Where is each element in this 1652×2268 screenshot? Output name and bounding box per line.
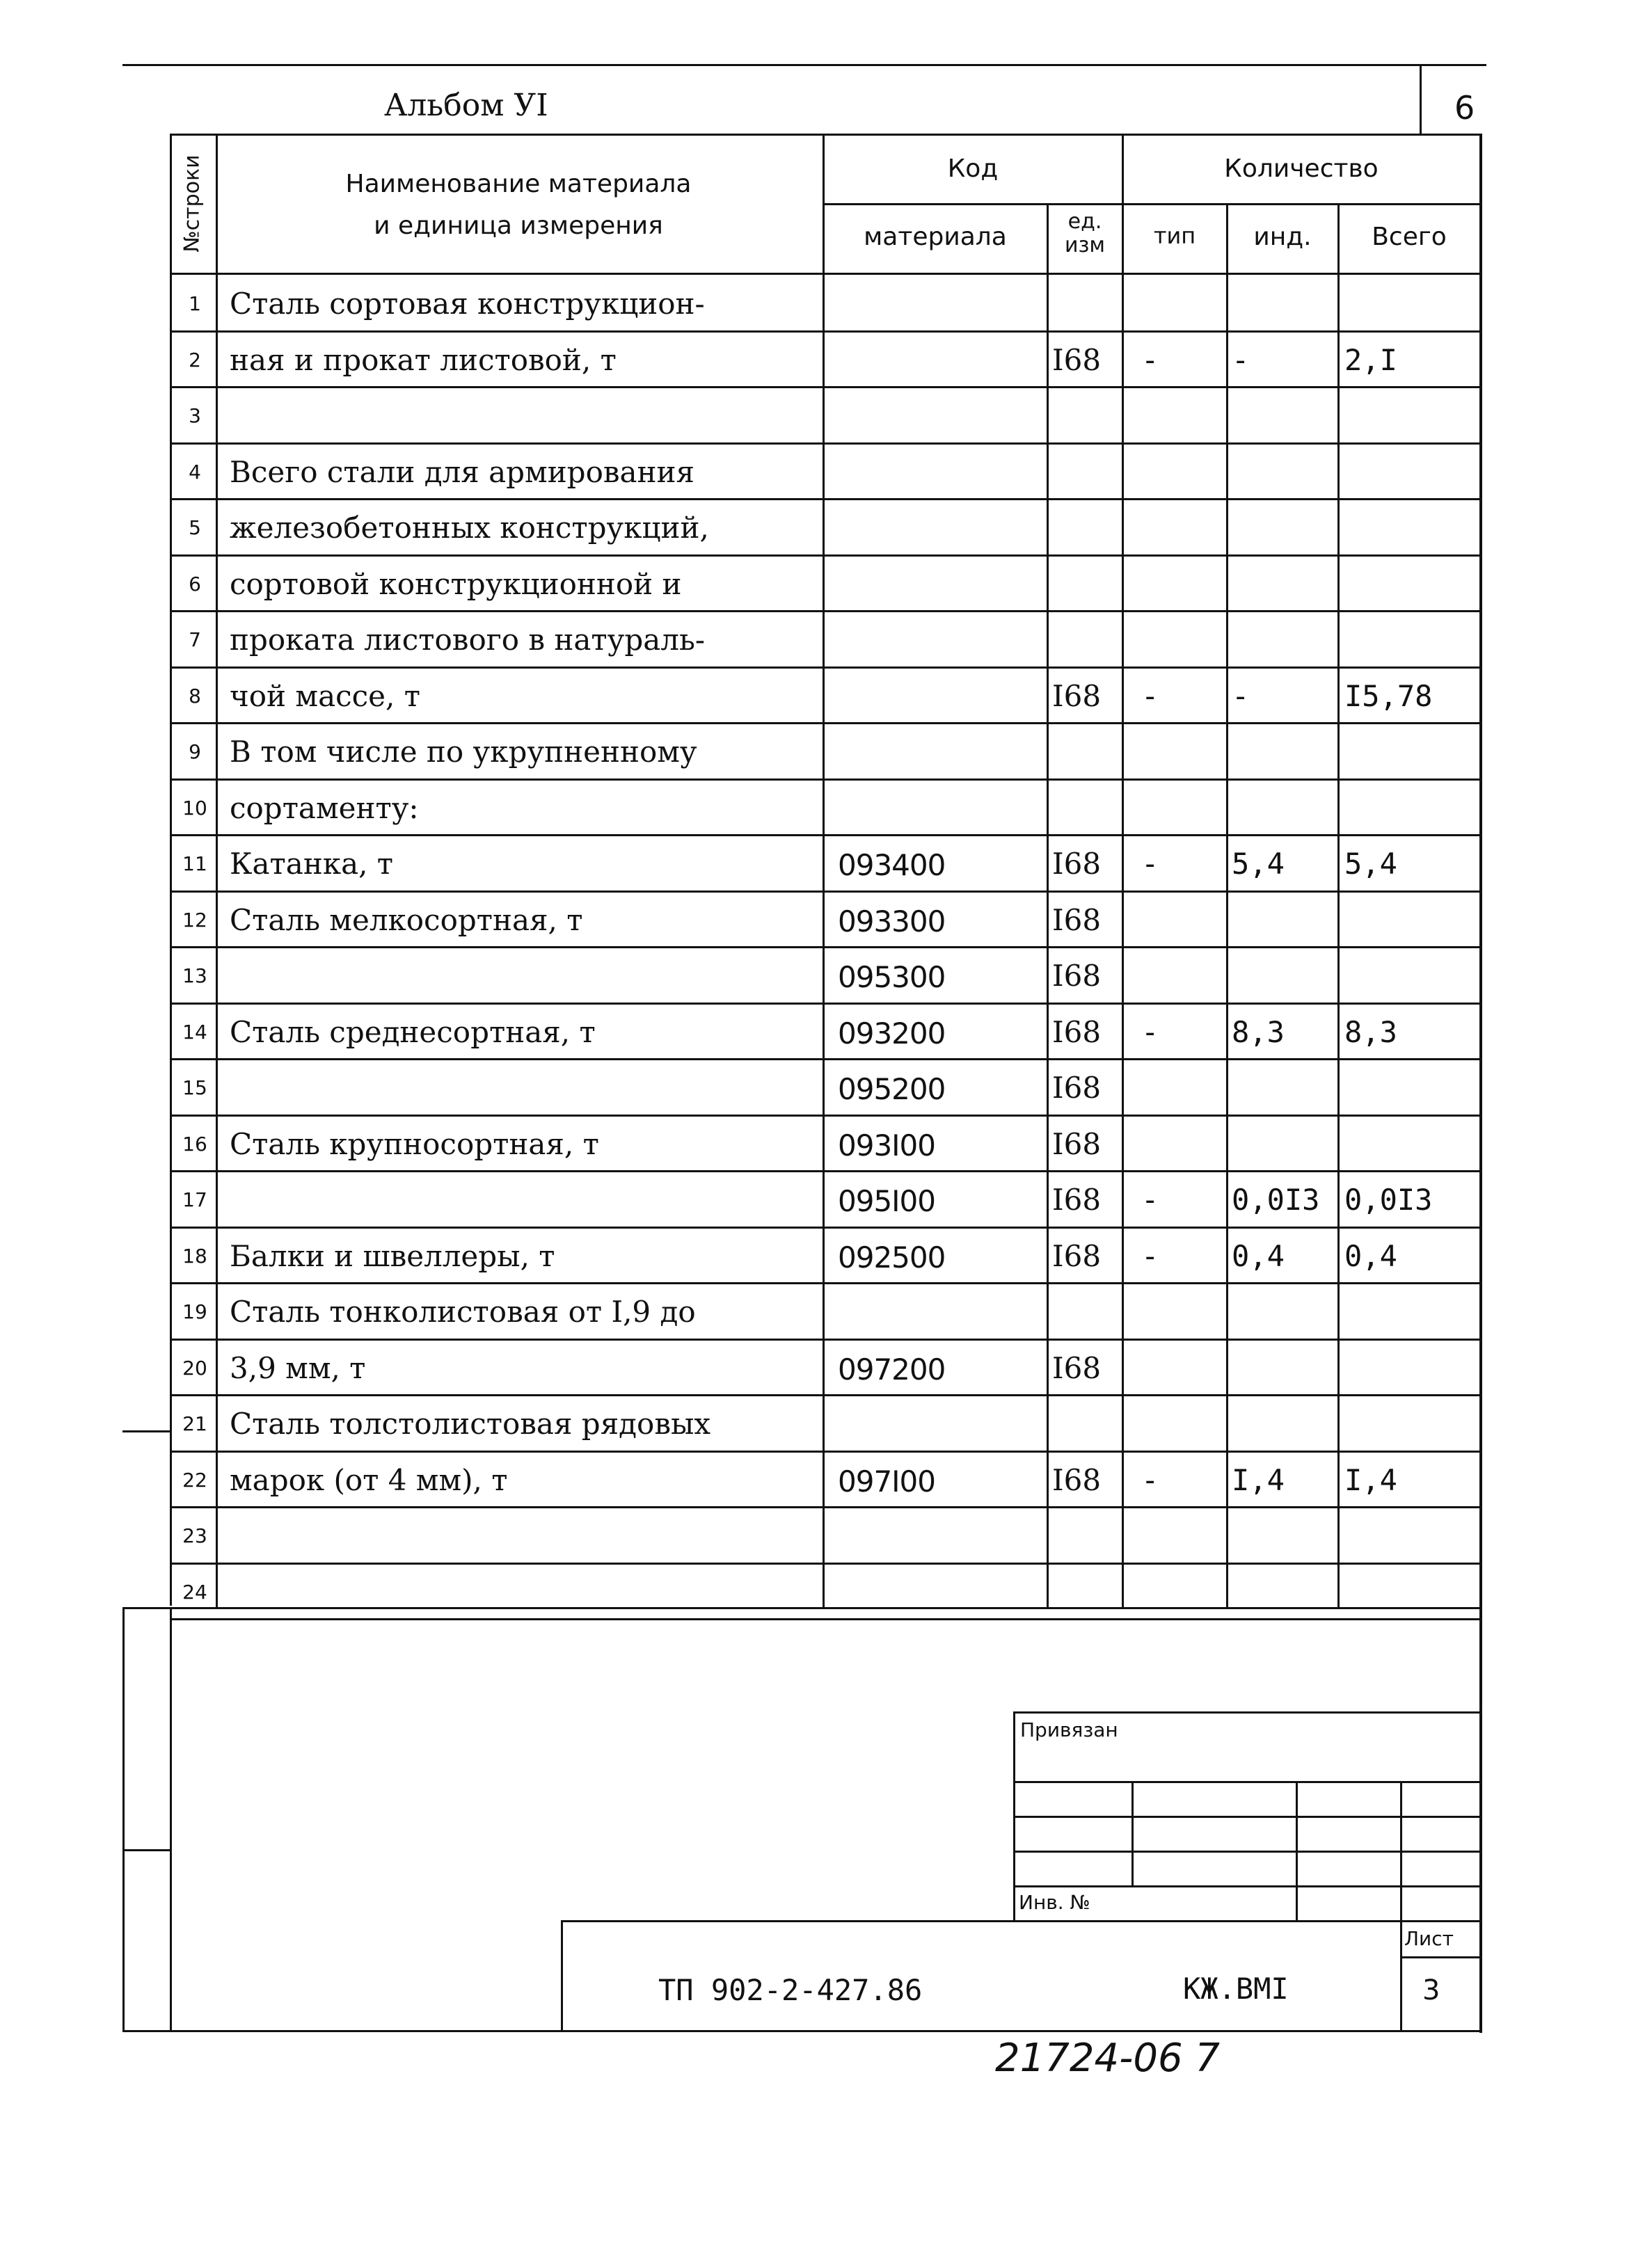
qty-type-header: тип [1153, 223, 1196, 249]
row-number: 6 [189, 573, 201, 596]
material-name: Сталь среднесортная, т [230, 1015, 596, 1049]
qty-type: - [1141, 1239, 1159, 1273]
material-name: ная и прокат листовой, т [230, 343, 617, 377]
row-number: 23 [182, 1524, 207, 1547]
qty-type: - [1141, 1183, 1159, 1217]
name-header-line2: и единица измерения [374, 211, 663, 240]
qty-total: I,4 [1344, 1463, 1397, 1497]
qty-total: 0,4 [1344, 1239, 1397, 1273]
sheet-label: Лист [1404, 1927, 1454, 1950]
material-name: Катанка, т [230, 847, 394, 881]
unit-code: I68 [1052, 959, 1102, 993]
qty-total: I5,78 [1344, 679, 1433, 713]
material-name: В том числе по укрупненному [230, 735, 697, 769]
row-number: 12 [182, 909, 207, 932]
material-code: 095300 [838, 960, 946, 994]
unit-code: I68 [1052, 1071, 1102, 1105]
row-number: 16 [182, 1133, 207, 1156]
code-header: Код [947, 154, 999, 183]
qty-ind: - [1232, 679, 1250, 713]
row-number: 8 [189, 685, 201, 708]
material-name: Сталь сортовая конструкцион- [230, 287, 705, 321]
row-number: 11 [182, 852, 207, 875]
material-name: Сталь тонколистовая от I,9 до [230, 1295, 696, 1329]
row-number: 19 [182, 1300, 207, 1323]
row-number: 24 [182, 1581, 207, 1604]
document-code: ТП 902-2-427.86 [658, 1973, 923, 2007]
row-number: 9 [189, 740, 201, 763]
material-name: Всего стали для армирования [230, 455, 695, 489]
unit-code: I68 [1052, 343, 1102, 377]
qty-total: 2,I [1344, 343, 1397, 377]
unit-code: I68 [1052, 679, 1102, 713]
inventory-number-label: Инв. № [1019, 1891, 1090, 1914]
material-name: 3,9 мм, т [230, 1351, 366, 1385]
qty-ind-header: инд. [1253, 223, 1312, 251]
material-name: железобетонных конструкций, [230, 511, 709, 545]
code-material-header: материала [864, 223, 1007, 251]
material-code: 097I00 [838, 1464, 935, 1499]
qty-type: - [1141, 1015, 1159, 1049]
material-name: Сталь крупносортная, т [230, 1127, 599, 1161]
qty-total: 8,3 [1344, 1015, 1397, 1049]
material-code: 093200 [838, 1016, 946, 1051]
unit-code: I68 [1052, 1015, 1102, 1049]
unit-code: I68 [1052, 903, 1102, 937]
qty-type: - [1141, 679, 1159, 713]
qty-ind: 0,4 [1232, 1239, 1285, 1273]
bound-label: Привязан [1020, 1718, 1118, 1741]
qty-type: - [1141, 343, 1159, 377]
row-number: 20 [182, 1357, 207, 1380]
corner-page-number: 6 [1454, 89, 1475, 127]
row-number: 1 [189, 292, 201, 315]
unit-code: I68 [1052, 1239, 1102, 1273]
unit-header: ед. изм [1064, 209, 1106, 257]
sheet-number: 3 [1422, 1974, 1440, 2006]
material-code: 095200 [838, 1072, 946, 1106]
material-code: 093I00 [838, 1128, 935, 1163]
qty-ind: 0,0I3 [1232, 1183, 1320, 1217]
row-number: 4 [189, 461, 201, 484]
material-name: сортаменту: [230, 791, 419, 825]
album-title: Альбом УI [384, 88, 548, 123]
material-name: Сталь толстолистовая рядовых [230, 1407, 711, 1441]
material-name: сортовой конструкционной и [230, 567, 682, 601]
qty-total: 5,4 [1344, 847, 1397, 881]
row-number: 22 [182, 1469, 207, 1492]
unit-code: I68 [1052, 1463, 1102, 1497]
unit-code: I68 [1052, 1183, 1102, 1217]
material-code: 097200 [838, 1352, 946, 1387]
row-number: 13 [182, 964, 207, 987]
row-number: 14 [182, 1021, 207, 1044]
row-number: 7 [189, 628, 201, 651]
material-code: 092500 [838, 1240, 946, 1275]
material-name: Балки и швеллеры, т [230, 1239, 555, 1273]
qty-total-header: Всего [1372, 223, 1447, 251]
row-number: 2 [189, 349, 201, 372]
unit-code: I68 [1052, 1127, 1102, 1161]
material-code: 095I00 [838, 1184, 935, 1218]
qty-type: - [1141, 1463, 1159, 1497]
qty-ind: 8,3 [1232, 1015, 1285, 1049]
qty-ind: I,4 [1232, 1463, 1285, 1497]
row-number: 5 [189, 516, 201, 539]
qty-ind: 5,4 [1232, 847, 1285, 881]
qty-type: - [1141, 847, 1159, 881]
material-code: 093400 [838, 848, 946, 882]
row-number-header: №строки [180, 154, 205, 253]
qty-ind: - [1232, 343, 1250, 377]
material-name: чой массе, т [230, 679, 420, 713]
unit-code: I68 [1052, 847, 1102, 881]
row-number: 10 [182, 797, 207, 820]
unit-code: I68 [1052, 1351, 1102, 1385]
material-name: Сталь мелкосортная, т [230, 903, 583, 937]
name-header-line1: Наименование материала [345, 170, 692, 198]
row-number: 18 [182, 1245, 207, 1268]
material-name: марок (от 4 мм), т [230, 1463, 508, 1497]
document-mark: КЖ.ВМI [1183, 1972, 1289, 2006]
row-number: 17 [182, 1188, 207, 1211]
material-code: 093300 [838, 904, 946, 939]
row-number: 21 [182, 1412, 207, 1435]
material-name: проката листового в натураль- [230, 623, 706, 657]
qty-total: 0,0I3 [1344, 1183, 1433, 1217]
row-number: 15 [182, 1076, 207, 1099]
row-number: 3 [189, 404, 201, 427]
quantity-header: Количество [1224, 154, 1379, 183]
footer-number: 21724-06 7 [995, 2036, 1221, 2081]
